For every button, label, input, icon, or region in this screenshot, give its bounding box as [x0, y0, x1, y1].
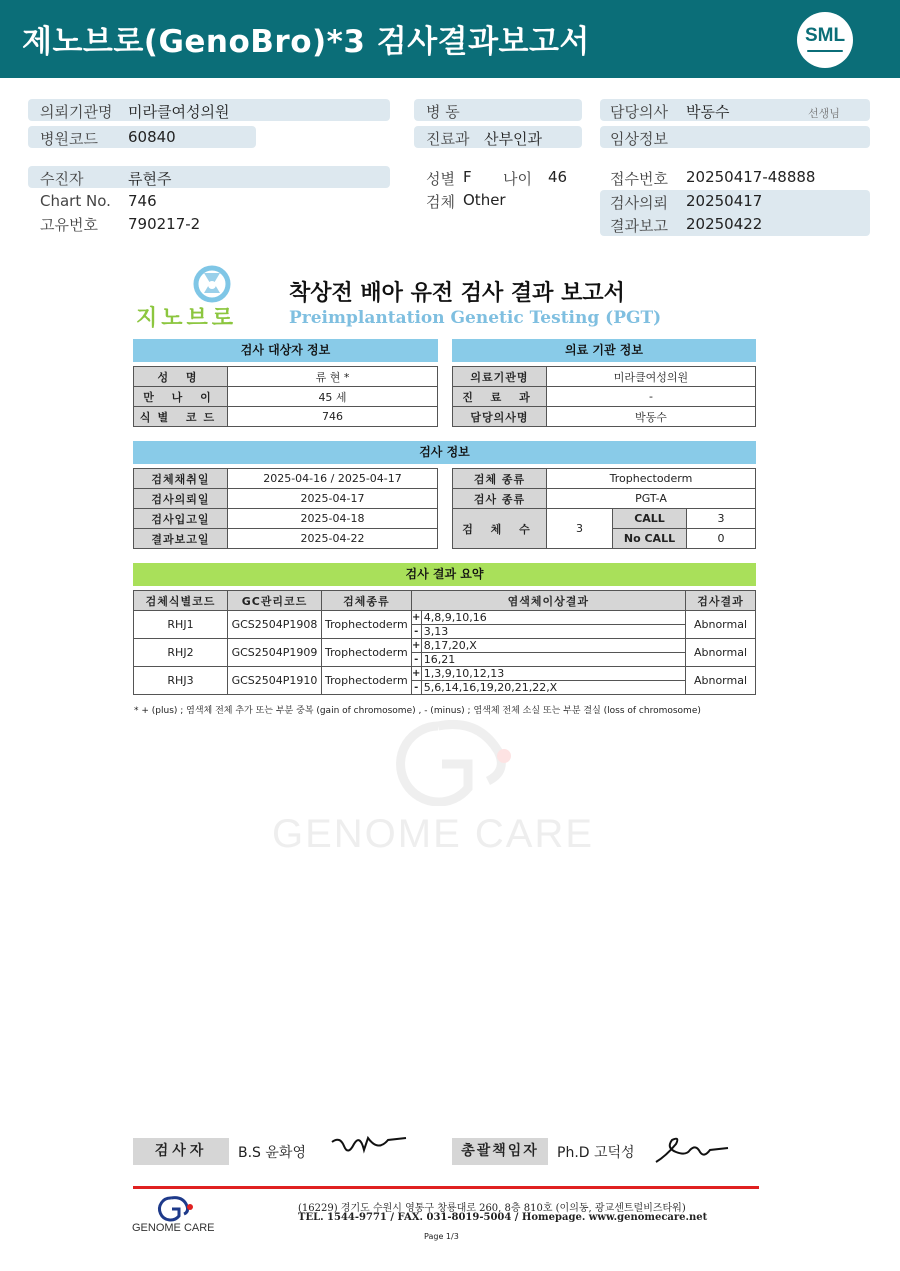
row1-plus: 4,8,9,10,16: [421, 611, 685, 625]
row1-minus-sign: -: [411, 625, 421, 639]
table-row: [134, 667, 756, 681]
report-date-row: [134, 529, 438, 549]
subject-age-row: [134, 387, 438, 407]
institution-label: 의뢰기관명: [40, 103, 113, 121]
test-type-value: PGT-A: [547, 489, 756, 509]
test-type-row: [453, 489, 756, 509]
call-value: 3: [687, 509, 756, 529]
genobro-logo-icon: [186, 264, 246, 306]
count-label: 검 체 수: [453, 509, 547, 549]
arrive-row: [134, 509, 438, 529]
subject-info-table: [133, 366, 438, 427]
collect-row: [134, 469, 438, 489]
genome-care-watermark-icon: [368, 716, 528, 806]
tester-label: 검사자: [133, 1138, 229, 1165]
doctor-label: 담당의사: [610, 103, 668, 121]
sml-logo: [797, 12, 853, 68]
subject-name-value: 류 현 *: [228, 367, 438, 387]
chart-label: Chart No.: [40, 192, 111, 210]
clinical-label: 임상정보: [610, 130, 668, 148]
inst-doctor-value: 박동수: [547, 407, 756, 427]
test-report-value: 2025-04-22: [228, 529, 438, 549]
footer-divider: [133, 1186, 759, 1189]
result-footnote: * + (plus) ; 염색체 전체 추가 또는 부분 중복 (gain of chromosome) , - (minus) ; 염색체 전체 소실 또는 부분 결실 (loss of chromosome): [134, 706, 701, 716]
sml-logo-swoosh: [807, 50, 843, 52]
request-value: 20250417: [686, 192, 763, 210]
page-number: Page 1/3: [424, 1232, 459, 1241]
row2-minus: 16,21: [421, 653, 685, 667]
row3-plus-sign: +: [412, 668, 421, 679]
subject-id-value: 746: [228, 407, 438, 427]
inst-name-row: [453, 367, 756, 387]
dept-value: 산부인과: [484, 130, 542, 148]
genobro-logo-text: 지노브로: [136, 306, 238, 331]
genome-care-watermark-text: GENOME CARE: [272, 812, 595, 856]
subject-age-value: 45 세: [228, 387, 438, 407]
col-karyotype: 염색체이상결과: [411, 591, 685, 611]
arrive-value: 2025-04-18: [228, 509, 438, 529]
inst-dept-label: 진 료 과: [453, 387, 547, 407]
sex-value: F: [463, 168, 472, 186]
age-value: 46: [548, 168, 568, 186]
director-name: Ph.D 고덕성: [557, 1145, 635, 1161]
receipt-label: 접수번호: [610, 170, 668, 188]
receipt-value: 20250417-48888: [686, 168, 816, 186]
tester-name: B.S 윤화영: [238, 1145, 306, 1161]
request-label: 검사의뢰: [610, 194, 668, 212]
director-label: 총괄책임자: [452, 1138, 548, 1165]
summary-header-row: [134, 591, 756, 611]
nocall-value: 0: [687, 529, 756, 549]
subject-name-row: [134, 367, 438, 387]
row2-minus-sign: -: [411, 653, 421, 667]
table-row: [134, 611, 756, 625]
summary-table: [133, 590, 756, 695]
report-title: 제노브로(GenoBro)*3 검사결과보고서: [22, 24, 590, 60]
doctor-value: 박동수: [686, 103, 730, 121]
row3-result: Abnormal: [686, 667, 756, 695]
doctor-suffix: 선생님: [808, 107, 840, 120]
call-label: CALL: [613, 509, 687, 529]
col-gc-code: GC관리코드: [228, 591, 322, 611]
footer-address: (16229) 경기도 수원시 영통구 창룡대로 260, 8층 810호 (이의동, 광교센트럴비즈타워): [298, 1203, 686, 1214]
test-report-label: 결과보고일: [134, 529, 228, 549]
row1-minus: 3,13: [421, 625, 685, 639]
age-label: 나이: [503, 170, 532, 188]
row3-minus: 5,6,14,16,19,20,21,22,X: [421, 681, 685, 695]
specimen-type-value: Trophectoderm: [547, 469, 756, 489]
test-dates-table: [133, 468, 438, 549]
row2-result: Abnormal: [686, 639, 756, 667]
test-info-header: 검사 정보: [133, 441, 756, 464]
row1-id: RHJ1: [134, 611, 228, 639]
hospital-code-label: 병원코드: [40, 130, 98, 148]
col-result: 검사결과: [686, 591, 756, 611]
dept-label: 진료과: [426, 130, 470, 148]
row2-gc: GCS2504P1909: [228, 639, 322, 667]
sml-logo-text: SML: [804, 25, 846, 46]
test-specimen-table: [452, 468, 756, 549]
call-row: [453, 509, 756, 529]
unique-value: 790217-2: [128, 215, 201, 233]
pgt-title-english: Preimplantation Genetic Testing (PGT): [289, 308, 662, 328]
footer-contact: TEL. 1544-9771 / FAX. 031-8019-5004 / Homepage. www.genomecare.net: [298, 1212, 708, 1223]
specimen-type-label: 검체 종류: [453, 469, 547, 489]
unique-label: 고유번호: [40, 216, 98, 234]
summary-header: 검사 결과 요약: [133, 563, 756, 586]
test-request-label: 검사의뢰일: [134, 489, 228, 509]
pgt-title-korean: 착상전 배아 유전 검사 결과 보고서: [289, 281, 625, 306]
subject-id-label: 식별 코드: [134, 407, 228, 427]
row1-result: Abnormal: [686, 611, 756, 639]
specimen-label: 검체: [426, 193, 455, 211]
col-specimen: 검체종류: [322, 591, 412, 611]
test-type-label: 검사 종류: [453, 489, 547, 509]
count-value: 3: [547, 509, 613, 549]
row2-plus: 8,17,20,X: [421, 639, 685, 653]
arrive-label: 검사입고일: [134, 509, 228, 529]
row1-gc: GCS2504P1908: [228, 611, 322, 639]
report-header: [0, 0, 900, 78]
nocall-label: No CALL: [613, 529, 687, 549]
row1-type: Trophectoderm: [322, 611, 412, 639]
subject-id-row: [134, 407, 438, 427]
inst-dept-value: -: [547, 387, 756, 407]
patient-value: 류현주: [128, 170, 172, 188]
inst-doctor-label: 담당의사명: [453, 407, 547, 427]
report-value: 20250422: [686, 215, 763, 233]
specimen-value: Other: [463, 191, 506, 209]
row3-plus: 1,3,9,10,12,13: [421, 667, 685, 681]
inst-doctor-row: [453, 407, 756, 427]
director-signature-icon: [652, 1132, 732, 1166]
inst-dept-row: [453, 387, 756, 407]
genome-care-logo-icon: [153, 1195, 199, 1223]
subject-age-label: 만 나 이: [134, 387, 228, 407]
subject-name-label: 성 명: [134, 367, 228, 387]
ward-label: 병 동: [426, 103, 460, 121]
inst-name-value: 미라클여성의원: [547, 367, 756, 387]
collect-label: 검체채취일: [134, 469, 228, 489]
genome-care-logo-text: GENOME CARE: [132, 1222, 215, 1234]
sex-label: 성별: [426, 170, 455, 188]
row2-type: Trophectoderm: [322, 639, 412, 667]
institution-info-header: 의료 기관 정보: [452, 339, 756, 362]
row2-plus-sign: +: [412, 640, 421, 651]
row3-gc: GCS2504P1910: [228, 667, 322, 695]
tester-signature-icon: [330, 1132, 410, 1162]
chart-value: 746: [128, 192, 157, 210]
hospital-code-value: 60840: [128, 128, 176, 146]
inst-name-label: 의료기관명: [453, 367, 547, 387]
row1-plus-sign: +: [412, 612, 421, 623]
report-label: 결과보고: [610, 217, 668, 235]
institution-info-table: [452, 366, 756, 427]
row3-minus-sign: -: [411, 681, 421, 695]
request-row: [134, 489, 438, 509]
col-sample-id: 검체식별코드: [134, 591, 228, 611]
row3-type: Trophectoderm: [322, 667, 412, 695]
table-row: [134, 639, 756, 653]
patient-label: 수진자: [40, 170, 84, 188]
row3-id: RHJ3: [134, 667, 228, 695]
specimen-type-row: [453, 469, 756, 489]
collect-value: 2025-04-16 / 2025-04-17: [228, 469, 438, 489]
row2-id: RHJ2: [134, 639, 228, 667]
institution-value: 미라클여성의원: [128, 103, 230, 121]
subject-info-header: 검사 대상자 정보: [133, 339, 438, 362]
test-request-value: 2025-04-17: [228, 489, 438, 509]
